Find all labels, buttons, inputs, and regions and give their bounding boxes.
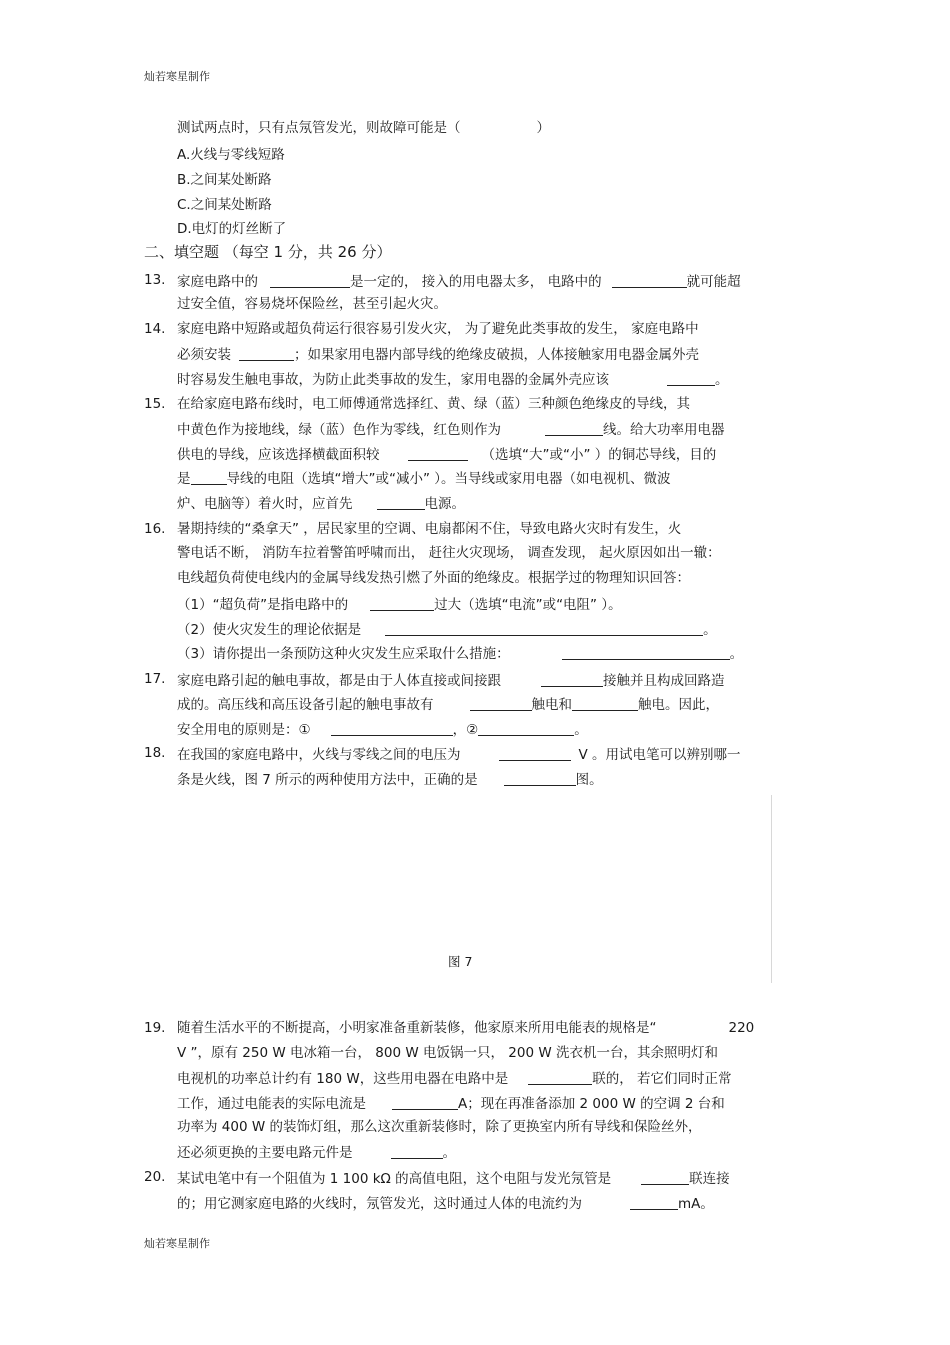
q19-blank-3[interactable] (391, 1145, 443, 1159)
q17-line-3: 安全用电的原则是：① ，② 。 (177, 722, 588, 738)
q14-line-1: 家庭电路中短路或超负荷运行很容易引发火灾， 为了避免此类事故的发生， 家庭电路中 (177, 321, 699, 337)
q19-line-5: 功率为 400 W 的装饰灯组，那么这次重新装修时，除了更换室内所有导线和保险丝外， (177, 1119, 702, 1135)
page-footer: 灿若寒星制作 (144, 1237, 210, 1250)
q15-line-3: 供电的导线，应该选择横截面积较 （选填“大”或“小” ）的铜芯导线，目的 (177, 447, 717, 463)
q15-number: 15. (144, 396, 166, 412)
q12-option-b: B.之间某处断路 (177, 172, 272, 188)
q15-blank-1[interactable] (545, 422, 603, 436)
q15-blank-3[interactable] (191, 471, 227, 485)
q15-line-2: 中黄色作为接地线，绿（蓝）色作为零线，红色则作为 线。给大功率用电器 (177, 422, 725, 438)
q16-line-1: 暑期持续的“桑拿天” ，居民家里的空调、电扇都闲不住，导致电路火灾时有发生，火 (177, 521, 682, 537)
q15-blank-4[interactable] (377, 496, 425, 510)
q20-blank-2[interactable] (630, 1196, 678, 1210)
q14-blank-2[interactable] (667, 372, 715, 386)
q19-blank-2[interactable] (392, 1096, 458, 1110)
q14-number: 14. (144, 321, 166, 337)
q16-line-2: 警电话不断， 消防车拉着警笛呼啸而出， 赶往火灾现场， 调查发现， 起火原因如出一辙： (177, 545, 721, 561)
q16-part-2: （2）使火灾发生的理论依据是 。 (177, 622, 717, 638)
q19-number: 19. (144, 1020, 166, 1036)
figure-caption: 图 7 (448, 954, 473, 969)
q17-number: 17. (144, 671, 166, 687)
q14-blank-1[interactable] (239, 347, 294, 361)
q15-line-4: 是 导线的电阻（选填“增大”或“减小” ）。当导线或家用电器（如电视机、微波 (177, 471, 671, 487)
q19-line-4: 工作，通过电能表的实际电流是 A；现在再准备添加 2 000 W 的空调 2 台和 (177, 1096, 725, 1112)
q16-part-3: （3）请你提出一条预防这种火灾发生应采取什么措施： 。 (177, 646, 744, 662)
q17-line-2: 成的。高压线和高压设备引起的触电事故有 触电和 触电。因此， (177, 697, 719, 713)
q17-line-1: 家庭电路引起的触电事故，都是由于人体直接或间接跟 接触并且构成回路造 (177, 673, 725, 689)
q18-blank-1[interactable] (499, 747, 571, 761)
q13-number: 13. (144, 272, 166, 288)
q15-line-5: 炉、电脑等）着火时，应首先 电源。 (177, 496, 465, 512)
q16-blank-3[interactable] (562, 646, 730, 660)
q17-blank-1[interactable] (541, 673, 603, 687)
q16-blank-1[interactable] (370, 597, 434, 611)
q16-blank-2[interactable] (385, 622, 703, 636)
q12-option-a: A.火线与零线短路 (177, 147, 285, 163)
q14-line-3: 时容易发生触电事故，为防止此类事故的发生，家用电器的金属外壳应该 。 (177, 372, 729, 388)
q16-part-1: （1）“超负荷”是指电路中的 过大（选填“电流”或“电阻” ）。 (177, 597, 622, 613)
q13-blank-1[interactable] (270, 274, 350, 288)
q16-number: 16. (144, 521, 166, 537)
q16-line-3: 电线超负荷使电线内的金属导线发热引燃了外面的绝缘皮。根据学过的物理知识回答： (177, 570, 690, 586)
q17-blank-4[interactable] (331, 722, 453, 736)
q20-blank-1[interactable] (641, 1171, 689, 1185)
q17-blank-5[interactable] (478, 722, 574, 736)
q12-option-d: D.电灯的灯丝断了 (177, 221, 287, 237)
q13-blank-2[interactable] (612, 274, 687, 288)
figure-border-line (771, 795, 772, 983)
page-header: 灿若寒星制作 (144, 70, 210, 83)
q18-number: 18. (144, 745, 166, 761)
q15-line-1: 在给家庭电路布线时，电工师傅通常选择红、黄、绿（蓝）三种颜色绝缘皮的导线，其 (177, 396, 690, 412)
q12-option-c: C.之间某处断路 (177, 197, 272, 213)
q18-line-1: 在我国的家庭电路中，火线与零线之间的电压为 V 。用试电笔可以辨别哪一 (177, 747, 741, 763)
q17-blank-2[interactable] (470, 697, 532, 711)
q18-line-2: 条是火线，图 7 所示的两种使用方法中，正确的是 图。 (177, 772, 603, 788)
section-title: 二、填空题 （每空 1 分，共 26 分） (144, 243, 392, 261)
q19-blank-1[interactable] (528, 1071, 592, 1085)
q20-line-1: 某试电笔中有一个阻值为 1 100 kΩ 的高值电阻，这个电阻与发光氖管是 联连接 (177, 1171, 730, 1187)
q19-line-6: 还必须更换的主要电路元件是 。 (177, 1145, 456, 1161)
q13-line-2: 过安全值，容易烧坏保险丝，甚至引起火灾。 (177, 296, 447, 312)
q20-number: 20. (144, 1169, 166, 1185)
q19-line-3: 电视机的功率总计约有 180 W，这些用电器在电路中是 联的， 若它们同时正常 (177, 1071, 732, 1087)
q20-line-2: 的；用它测家庭电路的火线时，氖管发光，这时通过人体的电流约为 mA。 (177, 1196, 714, 1212)
q15-blank-2[interactable] (408, 447, 468, 461)
q18-blank-2[interactable] (504, 772, 576, 786)
q14-line-2: 必须安装 ；如果家用电器内部导线的绝缘皮破损，人体接触家用电器金属外壳 (177, 347, 699, 363)
q17-blank-3[interactable] (572, 697, 638, 711)
q12-stem: 测试两点时，只有点氖管发光，则故障可能是（ ） (177, 120, 550, 136)
q19-line-1: 随着生活水平的不断提高，小明家准备重新装修，他家原来所用电能表的规格是“ 220 (177, 1020, 755, 1036)
q13-line-1: 家庭电路中的 是一定的， 接入的用电器太多， 电路中的 就可能超 (177, 274, 741, 290)
q19-line-2: V ”，原有 250 W 电冰箱一台， 800 W 电饭锅一只， 200 W 洗衣机一台，其余照明灯和 (177, 1045, 718, 1061)
